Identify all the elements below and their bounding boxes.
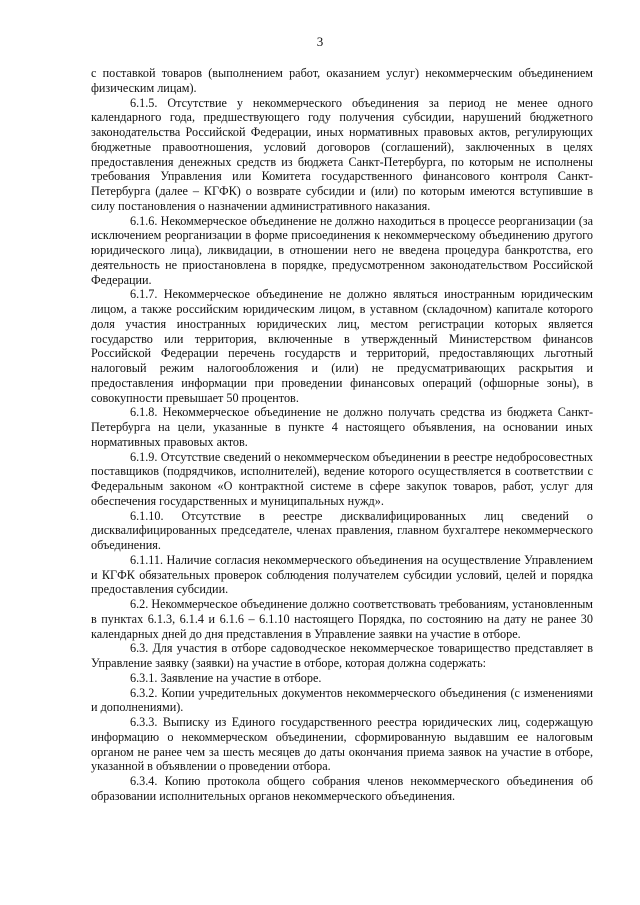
paragraph-6-3-1: 6.3.1. Заявление на участие в отборе. [130, 670, 322, 685]
paragraph-6-1-9: 6.1.9. Отсутствие сведений о некоммерческом объединении в реестре недобросовестных поставщиков (подрядчиков, исполнителей), ведение которого осуществляется в соответствии с Федеральным законом «О контрактной системе в сфере закупок товаров, работ, услуг для обеспечения государственных и муниципальных нужд». [91, 449, 593, 508]
paragraph-6-1-11: 6.1.11. Наличие согласия некоммерческого объединения на осуществление Управлением и КГФК обязательных проверок соблюдения получателем субсидии условий, целей и порядка предоставления субсидии. [91, 552, 593, 597]
paragraph-6-3-2: 6.3.2. Копии учредительных документов некоммерческого объединения (с изменениями и дополнениями). [91, 685, 593, 715]
paragraph-6-2: 6.2. Некоммерческое объединение должно соответствовать требованиям, установленным в пунктах 6.1.3, 6.1.4 и 6.1.6 – 6.1.10 настоящего Порядка, по состоянию на дату не ранее 30 календарных дней до дня представления в Управление заявки на участие в отборе. [91, 597, 593, 641]
paragraph-6-1-5: 6.1.5. Отсутствие у некоммерческого объединения за период не менее одного календарного года, предшествующего году получения субсидии, нарушений бюджетного законодательства Российской Федерации, иных нормативных правовых актов, регулирующих бюджетные правоотношения, условий договоров (соглашений), заключенных в целях предоставления денежных средств из бюджета Санкт-Петербурга, по которым не исполнены требования Управления или Комитета государственного финансового контроля Санкт-Петербурга (далее – КГФК) о возврате субсидии и (или) по которым имеются вступившие в силу постановления о назначении административного наказания. [91, 95, 593, 213]
paragraph-6-3: 6.3. Для участия в отборе садоводческое некоммерческое товарищество представляет в Управление заявку (заявки) на участие в отборе, которая должна содержать: [91, 641, 593, 670]
page-number: 3 [316, 34, 324, 49]
paragraph-6-1-10: 6.1.10. Отсутствие в реестре дисквалифицированных лиц сведений о дисквалифицированных председателе, членах правления, главном бухгалтере некоммерческого объединения. [91, 508, 593, 552]
paragraph-6-3-3: 6.3.3. Выписку из Единого государственного реестра юридических лиц, содержащую информацию о некоммерческом объединении, сформированную выдавшим ее налоговым органом не ранее чем за шесть месяцев до даты окончания приема заявок на участие в отборе, указанной в объявлении о проведении отбора. [91, 715, 593, 774]
paragraph-continuation: с поставкой товаров (выполнением работ, оказанием услуг) некоммерческим объединением физическим лицам). [91, 66, 593, 95]
paragraph-6-3-4: 6.3.4. Копию протокола общего собрания членов некоммерческого объединения об образовании исполнительных органов некоммерческого объединения. [91, 774, 593, 803]
document-body [91, 66, 593, 804]
paragraph-6-1-8: 6.1.8. Некоммерческое объединение не должно получать средства из бюджета Санкт-Петербурга на цели, указанные в пункте 4 настоящего объявления, на основании иных нормативных правовых актов. [91, 405, 593, 449]
paragraph-6-1-7: 6.1.7. Некоммерческое объединение не должно являться иностранным юридическим лицом, а также российским юридическим лицом, в уставном (складочном) капитале которого доля участия иностранных юридических лиц, местом регистрации которых является государство или территория, включенные в утвержденный Министерством финансов Российской Федерации перечень государств и территорий, предоставляющих льготный налоговый режим налогообложения и (или) не предусматривающих раскрытия и предоставления информации при проведении финансовых операций (офшорные зоны), в совокупности превышает 50 процентов. [91, 287, 593, 405]
paragraph-6-1-6: 6.1.6. Некоммерческое объединение не должно находиться в процессе реорганизации (за исключением реорганизации в форме присоединения к некоммерческому объединению другого юридического лица), ликвидации, в отношении него не введена процедура банкротства, его деятельность не приостановлена в порядке, предусмотренном законодательством Российской Федерации. [91, 213, 593, 287]
